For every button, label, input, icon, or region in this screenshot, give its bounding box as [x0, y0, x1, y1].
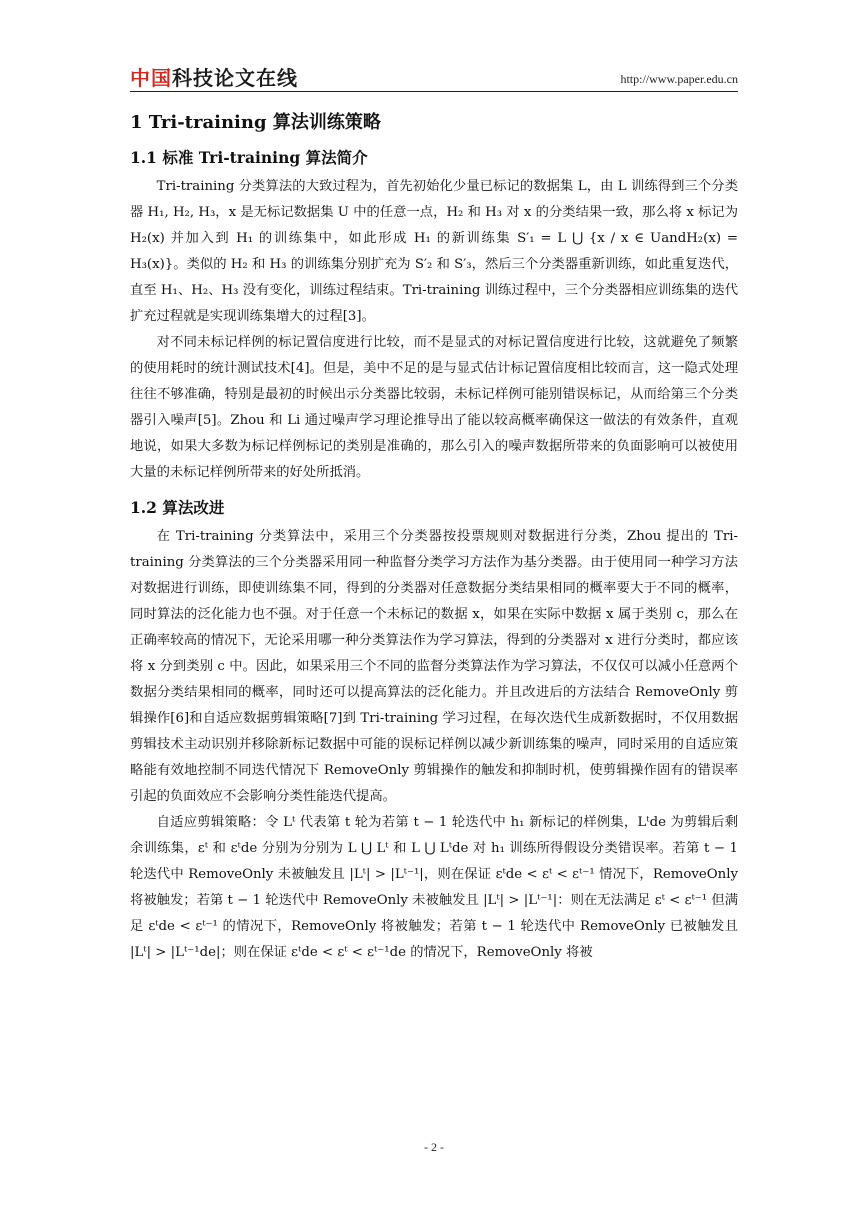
journal-logo — [130, 62, 298, 91]
header-url[interactable]: http://www.paper.edu.cn — [620, 72, 738, 86]
paper-body — [130, 100, 738, 966]
page-header — [130, 60, 738, 92]
section-1-2-title: 1.2 算法改进 — [130, 498, 225, 517]
section-1-1-paragraph-1: Tri-training 分类算法的大致过程为，首先初始化少量已标记的数据集 L，由 L 训练得到三个分类器 H₁, H₂, H₃，x 是无标记数据集 U 中的任意一点，H₂ 和 H₃ 对 x 的分类结果一致，那么将 x 标记为 H₂(x) 并加入到 H₁ 的训练集中，如此形成 H₁ 的新训练集 S′₁ = L ⋃ {x / x ∈ UandH₂(x) = H₃(x)}。类似的 H₂ 和 H₃ 的训练集分别扩充为 S′₂ 和 S′₃，然后三个分类器重新训练，如此重复迭代，直至 H₁、H₂、H₃ 没有变化，训练过程结束。Tri-training 训练过程中，三个分类器相应训练集的迭代扩充过程就是实现训练集增大的过程[3]。 — [130, 179, 738, 324]
logo-black-text: 科技论文在线 — [172, 66, 298, 90]
section-1-1-paragraph-2: 对不同未标记样例的标记置信度进行比较，而不是显式的对标记置信度进行比较，这就避免了频繁的使用耗时的统计测试技术[4]。但是，美中不足的是与显式估计标记置信度相比较而言，这一隐式处理往往不够准确，特别是最初的时候出示分类器比较弱，未标记样例可能别错误标记，从而给第三个分类器引入噪声[5]。Zhou 和 Li 通过噪声学习理论推导出了能以较高概率确保这一做法的有效条件，直观地说，如果大多数为标记样例标记的类别是准确的，那么引入的噪声数据所带来的负面影响可以被使用大量的未标记样例所带来的好处所抵消。 — [130, 335, 738, 480]
section-1-title: 1 Tri-training 算法训练策略 — [130, 112, 381, 133]
header-rule — [130, 91, 738, 92]
section-1-1-title: 1.1 标准 Tri-training 算法简介 — [130, 148, 368, 167]
page-number: - 2 - — [424, 1140, 444, 1154]
logo-red-text: 中国 — [130, 66, 172, 90]
section-1-2-paragraph-1: 在 Tri-training 分类算法中，采用三个分类器按投票规则对数据进行分类，Zhou 提出的 Tri-training 分类算法的三个分类器采用同一种监督分类学习方法作为基分类器。由于使用同一种学习方法对数据进行训练，即使训练集不同，得到的分类器对任意数据分类结果相同的概率要大于不同的概率，同时算法的泛化能力也不强。对于任意一个未标记的数据 x，如果在实际中数据 x 属于类别 c，那么在正确率较高的情况下，无论采用哪一种分类算法作为学习算法，得到的分类器对 x 进行分类时，都应该将 x 分到类别 c 中。因此，如果采用三个不同的监督分类算法作为学习算法，不仅仅可以减小任意两个数据分类结果相同的概率，同时还可以提高算法的泛化能力。并且改进后的方法结合 RemoveOnly 剪辑操作[6]和自适应数据剪辑策略[7]到 Tri-training 学习过程，在每次迭代生成新数据时，不仅用数据剪辑技术主动识别并移除新标记数据中可能的误标记样例以减少新训练集的噪声，同时采用的自适应策略能有效地控制不同迭代情况下 RemoveOnly 剪辑操作的触发和抑制时机，使剪辑操作固有的错误率引起的负面效应不会影响分类性能迭代提高。 — [130, 529, 738, 804]
section-1-2-paragraph-2: 自适应剪辑策略：令 Lᵗ 代表第 t 轮为若第 t − 1 轮迭代中 h₁ 新标记的样例集，Lᵗde 为剪辑后剩余训练集，εᵗ 和 εᵗde 分别为分别为 L ⋃ Lᵗ 和 L ⋃ Lᵗde 对 h₁ 训练所得假设分类错误率。若第 t − 1 轮迭代中 RemoveOnly 未被触发且 |Lᵗ| > |Lᵗ⁻¹|，则在保证 εᵗde < εᵗ < εᵗ⁻¹ 情况下，RemoveOnly 将被触发；若第 t − 1 轮迭代中 RemoveOnly 未被触发且 |Lᵗ| > |Lᵗ⁻¹|：则在无法满足 εᵗ < εᵗ⁻¹ 但满足 εᵗde < εᵗ⁻¹ 的情况下，RemoveOnly 将被触发；若第 t − 1 轮迭代中 RemoveOnly 已被触发且 |Lᵗ| > |Lᵗ⁻¹de|；则在保证 εᵗde < εᵗ < εᵗ⁻¹de 的情况下，RemoveOnly 将被 — [130, 815, 738, 960]
